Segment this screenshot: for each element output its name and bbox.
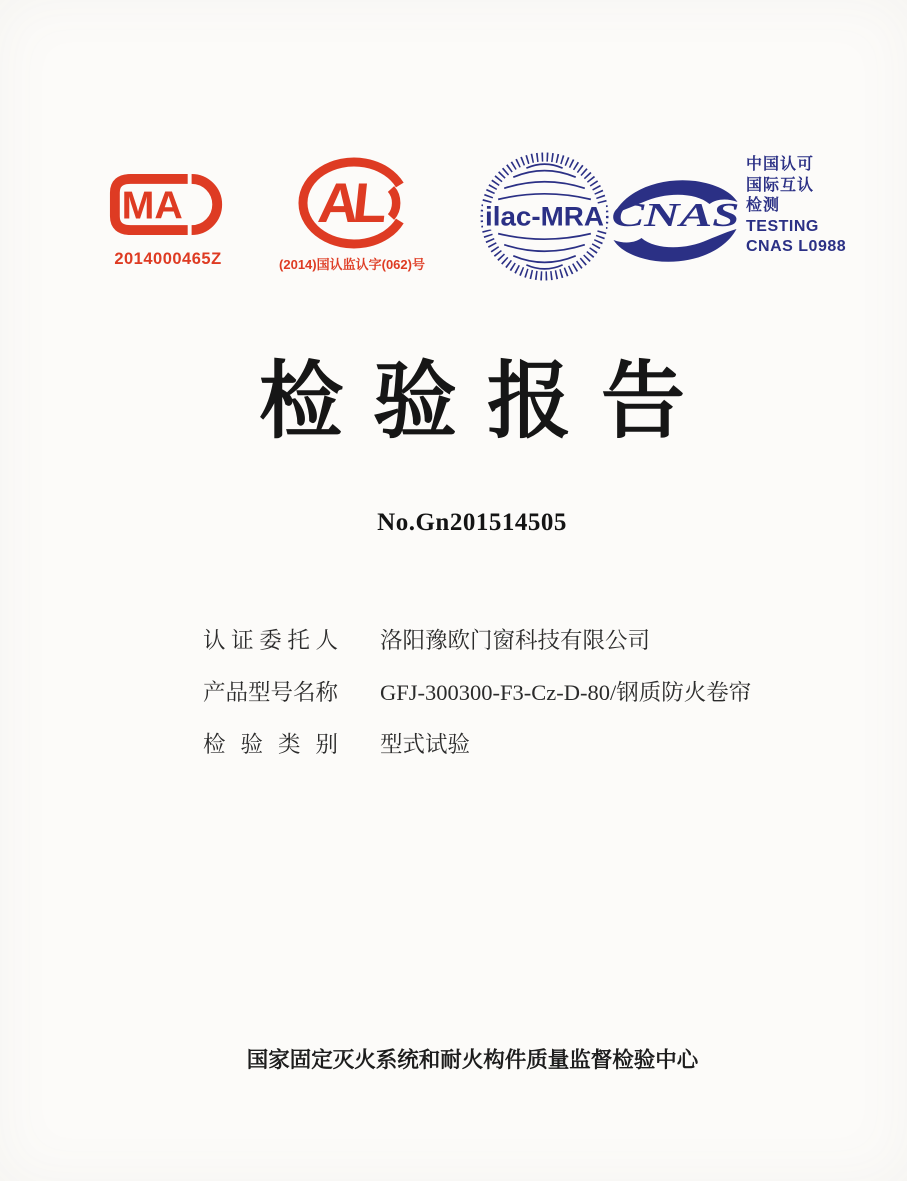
cma-letters: MA (121, 183, 183, 228)
ilac-mra-text: ilac-MRA (485, 200, 604, 232)
field-value-applicant: 洛阳豫欧门窗科技有限公司 (380, 628, 651, 653)
cal-letters: AL (315, 171, 385, 234)
page-title: 检验报告 (258, 354, 715, 448)
accreditation-line: 检测 (746, 197, 781, 214)
accreditation-line: 国际互认 (746, 176, 815, 194)
field-row-applicant (203, 629, 751, 652)
accreditation-text-block (746, 155, 846, 258)
cal-approval-number: (2014)国认监认字(062)号 (279, 257, 425, 272)
accreditation-line: 中国认可 (746, 156, 815, 173)
field-value-product-model: GFJ-300300-F3-Cz-D-80/钢质防火卷帘 (380, 680, 752, 705)
accreditation-line: CNAS L0988 (746, 238, 847, 255)
field-value-test-type: 型式试验 (380, 732, 471, 757)
cnas-logo-icon (609, 180, 742, 262)
accreditation-line: TESTING (746, 217, 819, 235)
field-label-applicant: 认证委托人 (203, 628, 338, 653)
field-label-test-type: 检验类别 (203, 732, 338, 757)
cma-c-shape (192, 179, 218, 230)
cal-c-hook (391, 189, 396, 217)
fields-section (203, 629, 751, 785)
cal-logo-icon (297, 155, 417, 251)
report-number: No.Gn201514505 (377, 509, 567, 536)
footer-organization: 国家固定灭火系统和耐火构件质量监督检验中心 (246, 1048, 699, 1072)
ilac-mra-logo-icon (479, 151, 610, 282)
field-row-test-type (203, 733, 751, 756)
cma-certificate-number: 2014000465Z (114, 250, 222, 268)
cnas-text: CNAS (611, 197, 740, 234)
cma-logo-icon (107, 173, 229, 236)
field-row-product-model (203, 681, 751, 704)
field-label-product-model: 产品型号名称 (203, 680, 339, 705)
